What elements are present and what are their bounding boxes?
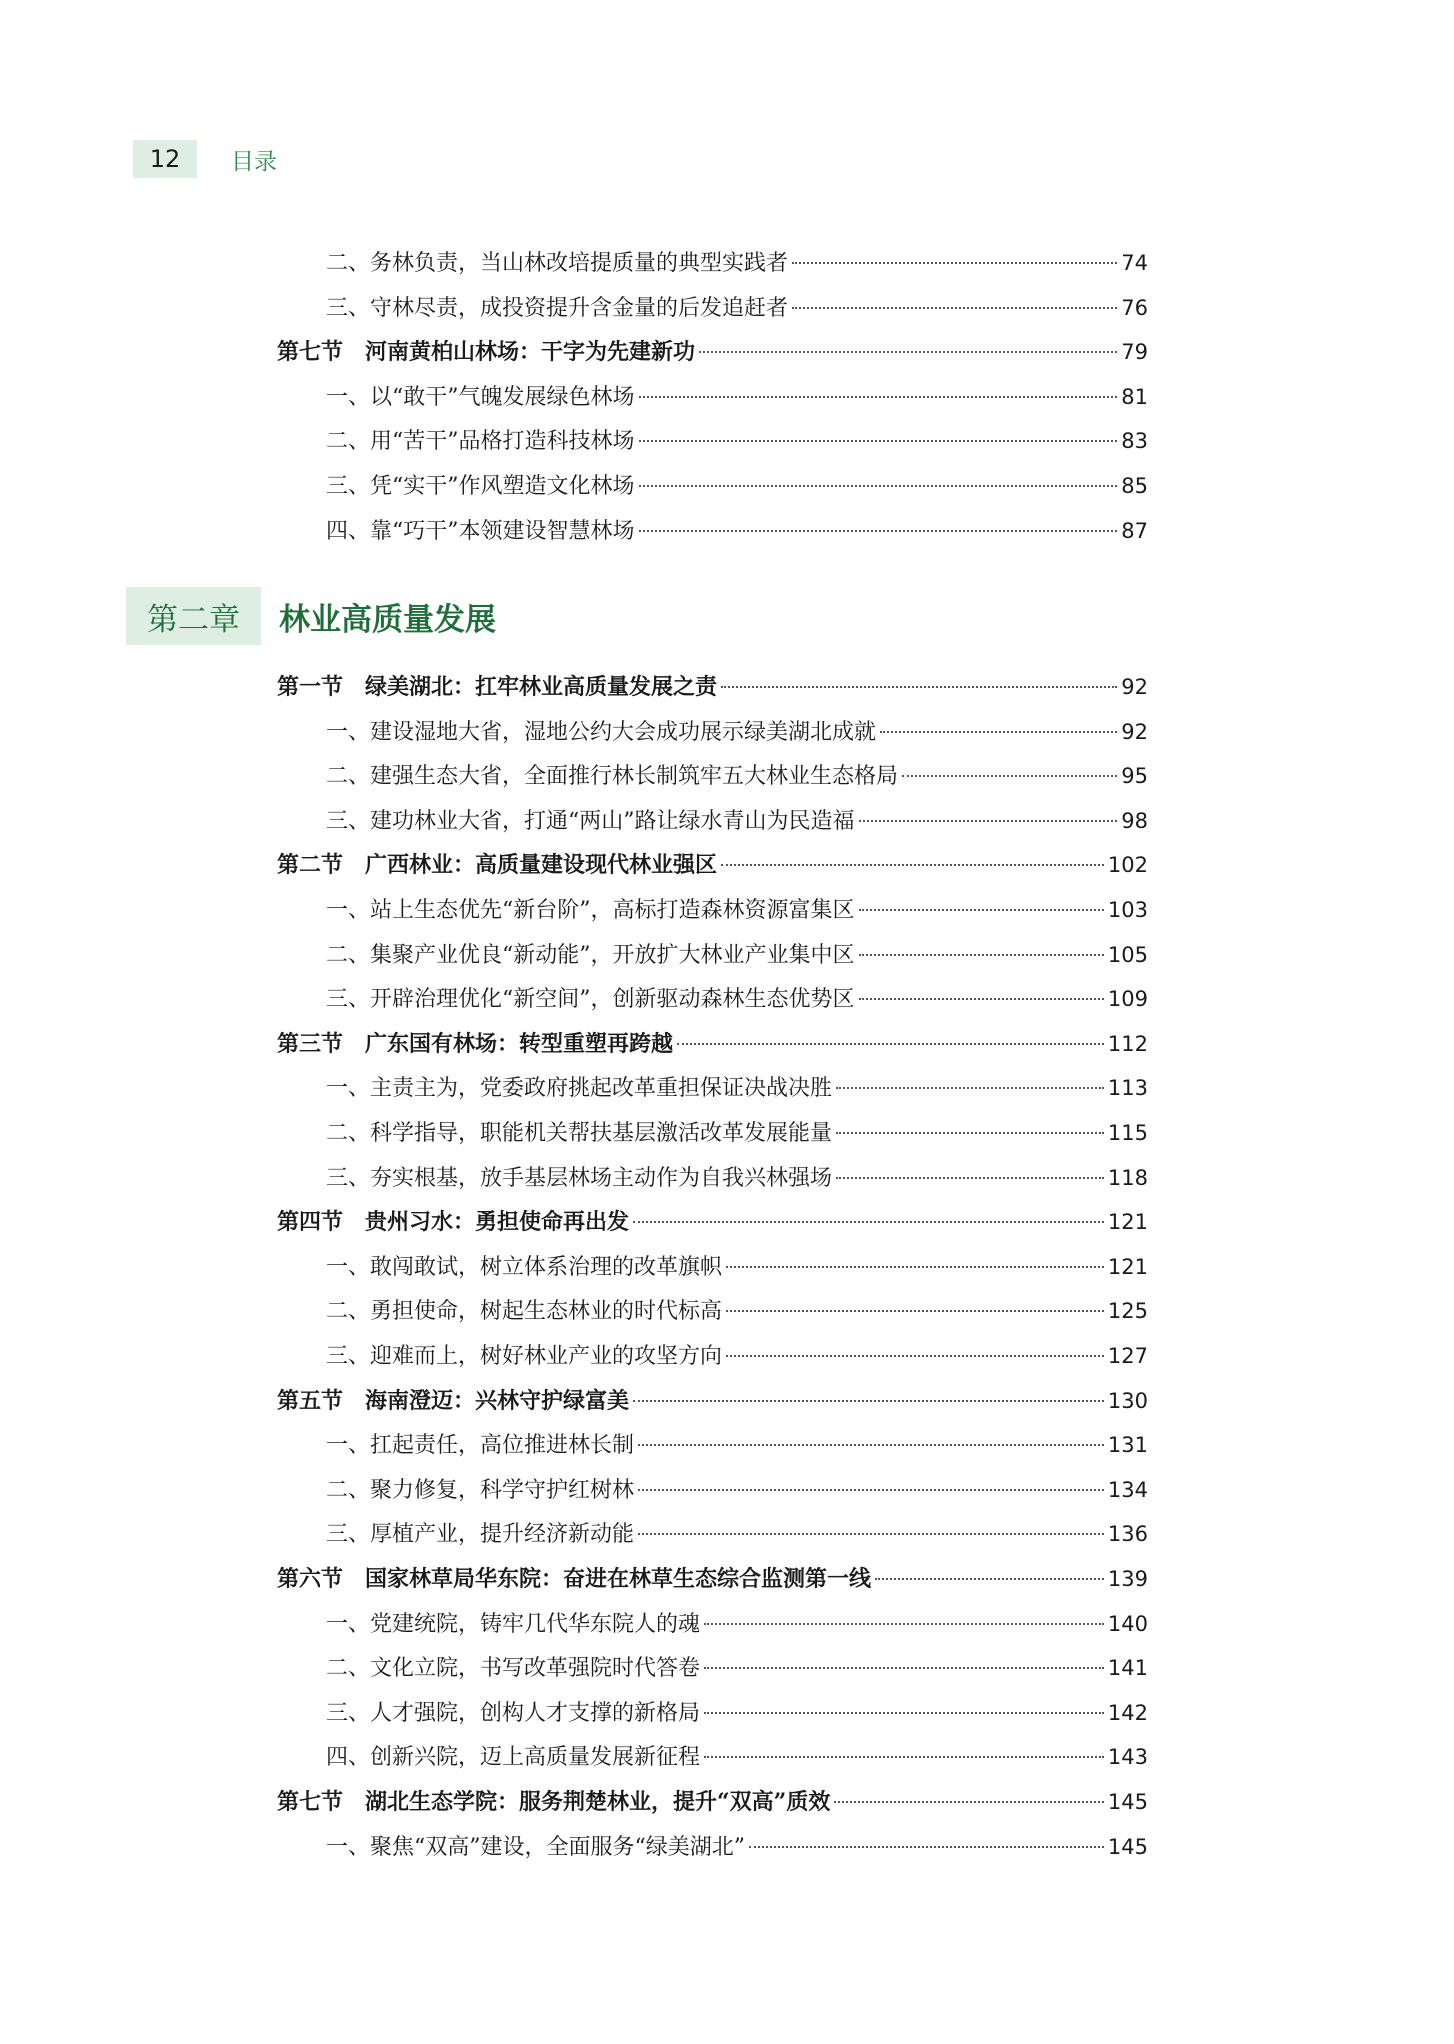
dot-leader [704,1712,1104,1714]
dot-leader [792,307,1117,309]
section-number: 第五节 [277,1387,344,1414]
toc-page-number: 112 [1107,1031,1148,1056]
entry-title: 河南黄柏山林场：干字为先建新功 [365,339,696,366]
toc-entry-label [277,337,695,367]
toc-entry-label [326,294,788,324]
entry-title: 四、创新兴院，迈上高质量发展新征程 [326,1745,701,1771]
toc-page-number: 142 [1107,1700,1148,1725]
section-number: 第六节 [277,1566,344,1592]
entry-title: 广西林业：高质量建设现代林业强区 [365,852,718,879]
section-number: 第七节 [277,1789,344,1815]
toc-item-entry [326,806,1148,837]
toc-entry-label [326,1119,832,1149]
toc-entry-label [326,1297,722,1327]
dot-leader [834,1801,1104,1803]
page-number: 12 [133,140,197,178]
toc-entry-label [326,249,788,279]
entry-title: 一、建设湿地大省，湿地公约大会成功展示绿美湖北成就 [326,719,877,745]
toc-entry-label [326,762,898,792]
toc-entry-label [277,1386,629,1416]
toc-entry-label [326,1833,745,1863]
entry-title: 二、聚力修复，科学守护红树林 [326,1477,635,1503]
toc-page-number: 121 [1107,1210,1148,1235]
toc-item-entry [326,1163,1148,1194]
dot-leader [726,1266,1104,1268]
dot-leader [726,1355,1104,1357]
toc-page-number: 127 [1107,1344,1148,1368]
dot-leader [633,1400,1104,1402]
toc-page-number: 85 [1121,474,1148,498]
page-header [133,140,277,178]
dot-leader [639,440,1118,442]
entry-title: 二、用“苦干”品格打造科技林场 [326,429,635,455]
toc-entry-label [326,472,635,502]
toc-item-entry [326,1742,1148,1773]
dot-leader [704,1756,1104,1758]
running-title: 目录 [231,148,277,175]
toc-item-entry [326,895,1148,926]
toc-entry-label [326,1074,832,1104]
toc-page-number: 92 [1121,719,1148,744]
toc-entry-label [326,1699,700,1729]
entry-title: 湖北生态学院：服务荆楚林业，提升“双高”质效 [365,1789,831,1815]
toc-page-number: 92 [1121,675,1148,699]
toc-item-entry [326,1519,1148,1550]
toc-item-entry [326,426,1148,457]
entry-title: 二、建强生态大省，全面推行林长制筑牢五大林业生态格局 [326,764,899,790]
entry-title: 一、党建统院，铸牢几代华东院人的魂 [326,1611,701,1637]
toc-item-entry [326,471,1148,502]
toc-page-number: 105 [1107,942,1148,967]
toc-page-number: 125 [1107,1299,1148,1324]
toc-page-number: 145 [1107,1790,1148,1814]
section-number: 第二节 [277,852,344,879]
toc-entry-label [326,1431,634,1461]
toc-page-number: 95 [1121,764,1148,789]
dot-leader [638,1533,1104,1535]
dot-leader [639,485,1118,487]
toc-entry-label [277,672,717,702]
dot-leader [639,530,1118,532]
toc-item-entry [326,1698,1148,1729]
toc-entry-label [326,1654,700,1684]
entry-title: 一、以“敢干”气魄发展绿色林场 [326,384,635,410]
toc-item-entry [326,940,1148,971]
toc-item-entry [326,1832,1148,1863]
toc-section-entry [277,1029,1148,1059]
toc-entry-label [326,1164,832,1194]
entry-title: 一、聚焦“双高”建设，全面服务“绿美湖北” [326,1834,745,1860]
dot-leader [792,262,1117,264]
toc-page-number: 134 [1107,1477,1148,1502]
toc-entry-label [326,1610,700,1640]
entry-title: 二、务林负责，当山林改培提质量的典型实践者 [326,251,789,276]
entry-title: 三、建功林业大省，打通“两山”路让绿水青山为民造福 [326,808,855,834]
dot-leader [836,1087,1104,1089]
toc-page-number: 130 [1107,1388,1148,1413]
toc-item-entry [326,1653,1148,1684]
dot-leader [836,1177,1104,1179]
toc-item-entry [326,1430,1148,1461]
entry-title: 绿美湖北：扛牢林业高质量发展之责 [365,674,718,700]
toc-item-entry [326,382,1148,413]
toc-item-entry [326,1609,1148,1640]
toc-page-number: 79 [1121,340,1148,365]
toc-entry-label [326,1520,634,1550]
toc-item-entry [326,1475,1148,1506]
toc-entry-label [326,718,876,748]
toc-entry-label [326,807,855,837]
entry-title: 三、人才强院，创构人才支撑的新格局 [326,1700,701,1726]
dot-leader [633,1221,1104,1223]
dot-leader [859,909,1104,911]
toc-entry-label [326,427,635,457]
toc-page-number: 118 [1107,1165,1148,1190]
toc-section-entry [277,1564,1148,1594]
toc-item-entry [326,717,1148,748]
dot-leader [859,820,1118,822]
toc-item-entry [326,293,1148,324]
toc-section-entry [277,672,1148,702]
entry-title: 一、扛起责任，高位推进林长制 [326,1433,635,1459]
toc-section-entry [277,1207,1148,1237]
dot-leader [638,1489,1104,1491]
dot-leader [704,1667,1104,1669]
toc-entry-label [326,1476,634,1506]
chapter-heading [126,587,496,645]
chapter-title: 林业高质量发展 [279,601,496,638]
dot-leader [902,775,1117,777]
entry-title: 三、开辟治理优化“新空间”，创新驱动森林生态优势区 [326,987,855,1013]
dot-leader [726,1310,1104,1312]
entry-title: 一、主责主为，党委政府挑起改革重担保证决战决胜 [326,1076,833,1102]
toc-page-number: 102 [1107,853,1148,878]
toc-section-entry [277,1787,1148,1817]
toc-page-number: 136 [1107,1522,1148,1547]
section-number: 第七节 [277,339,344,366]
toc-page-number: 76 [1121,295,1148,320]
toc-section-entry [277,1386,1148,1416]
toc-page-number: 121 [1107,1254,1148,1279]
section-number: 第三节 [277,1030,344,1057]
dot-leader [749,1846,1104,1848]
entry-title: 一、站上生态优先“新台阶”，高标打造森林资源富集区 [326,898,855,923]
entry-title: 二、集聚产业优良“新动能”，开放扩大林业产业集中区 [326,942,855,968]
dot-leader [880,731,1117,733]
toc-item-entry [326,1073,1148,1104]
toc-page-number: 83 [1121,429,1148,454]
toc-entry-label [277,1029,673,1059]
chapter-number: 第二章 [126,587,261,645]
dot-leader [875,1578,1104,1580]
toc-entry-label [326,517,635,547]
toc-item-entry [326,1118,1148,1149]
entry-title: 海南澄迈：兴林守护绿富美 [365,1387,630,1414]
entry-title: 三、守林尽责，成投资提升含金量的后发追赶者 [326,295,789,321]
toc-item-entry [326,248,1148,279]
toc-item-entry [326,1252,1148,1283]
dot-leader [704,1623,1104,1625]
toc-page-number: 139 [1107,1567,1148,1591]
toc-page-number: 140 [1107,1611,1148,1636]
toc-section-entry [277,337,1148,367]
section-number: 第一节 [277,674,344,700]
toc-item-entry [326,1296,1148,1327]
toc-page-number: 141 [1107,1656,1148,1681]
dot-leader [721,864,1104,866]
dot-leader [639,396,1118,398]
toc-page-number: 143 [1107,1745,1148,1770]
entry-title: 三、夯实根基，放手基层林场主动作为自我兴林强场 [326,1165,833,1191]
entry-title: 二、勇担使命，树起生态林业的时代标高 [326,1299,723,1325]
toc-item-entry [326,984,1148,1015]
toc-page-number: 74 [1121,251,1148,275]
dot-leader [859,954,1104,956]
toc-section-entry [277,850,1148,880]
toc-entry-label [277,1787,830,1817]
toc-page-number: 87 [1121,518,1148,543]
toc-entry-label [277,1207,629,1237]
entry-title: 四、靠“巧干”本领建设智慧林场 [326,518,635,544]
toc-page-number: 98 [1121,808,1148,833]
entry-title: 三、厚植产业，提升经济新动能 [326,1522,635,1548]
toc-entry-label [326,1342,722,1372]
entry-title: 国家林草局华东院：奋进在林草生态综合监测第一线 [365,1566,872,1592]
toc-entry-label [326,1743,700,1773]
toc-page-number: 109 [1107,987,1148,1012]
toc-entry-label [326,896,855,926]
toc-entry-label [326,985,855,1015]
entry-title: 二、文化立院，书写改革强院时代答卷 [326,1656,701,1682]
dot-leader [836,1132,1104,1134]
entry-title: 二、科学指导，职能机关帮扶基层激活改革发展能量 [326,1121,833,1146]
dot-leader [721,686,1117,688]
section-number: 第四节 [277,1209,344,1236]
dot-leader [859,998,1104,1000]
toc-item-entry [326,761,1148,792]
dot-leader [677,1043,1104,1045]
toc-page-number: 81 [1121,384,1148,409]
entry-title: 一、敢闯敢试，树立体系治理的改革旗帜 [326,1254,723,1280]
toc-entry-label [277,850,717,880]
toc-entry-label [326,383,635,413]
entry-title: 三、迎难而上，树好林业产业的攻坚方向 [326,1344,723,1369]
entry-title: 贵州习水：勇担使命再出发 [365,1209,630,1236]
toc-item-entry [326,1341,1148,1372]
toc-entry-label [326,1253,722,1283]
toc-page-number: 103 [1107,898,1148,922]
toc-item-entry [326,516,1148,547]
entry-title: 三、凭“实干”作风塑造文化林场 [326,474,635,499]
toc-page-number: 131 [1107,1433,1148,1458]
dot-leader [699,351,1117,353]
dot-leader [638,1444,1104,1446]
toc-entry-label [277,1564,871,1594]
toc-page-number: 115 [1107,1121,1148,1145]
entry-title: 广东国有林场：转型重塑再跨越 [365,1030,674,1057]
toc-page-number: 145 [1107,1834,1148,1859]
toc-entry-label [326,941,855,971]
toc-page-number: 113 [1107,1076,1148,1101]
